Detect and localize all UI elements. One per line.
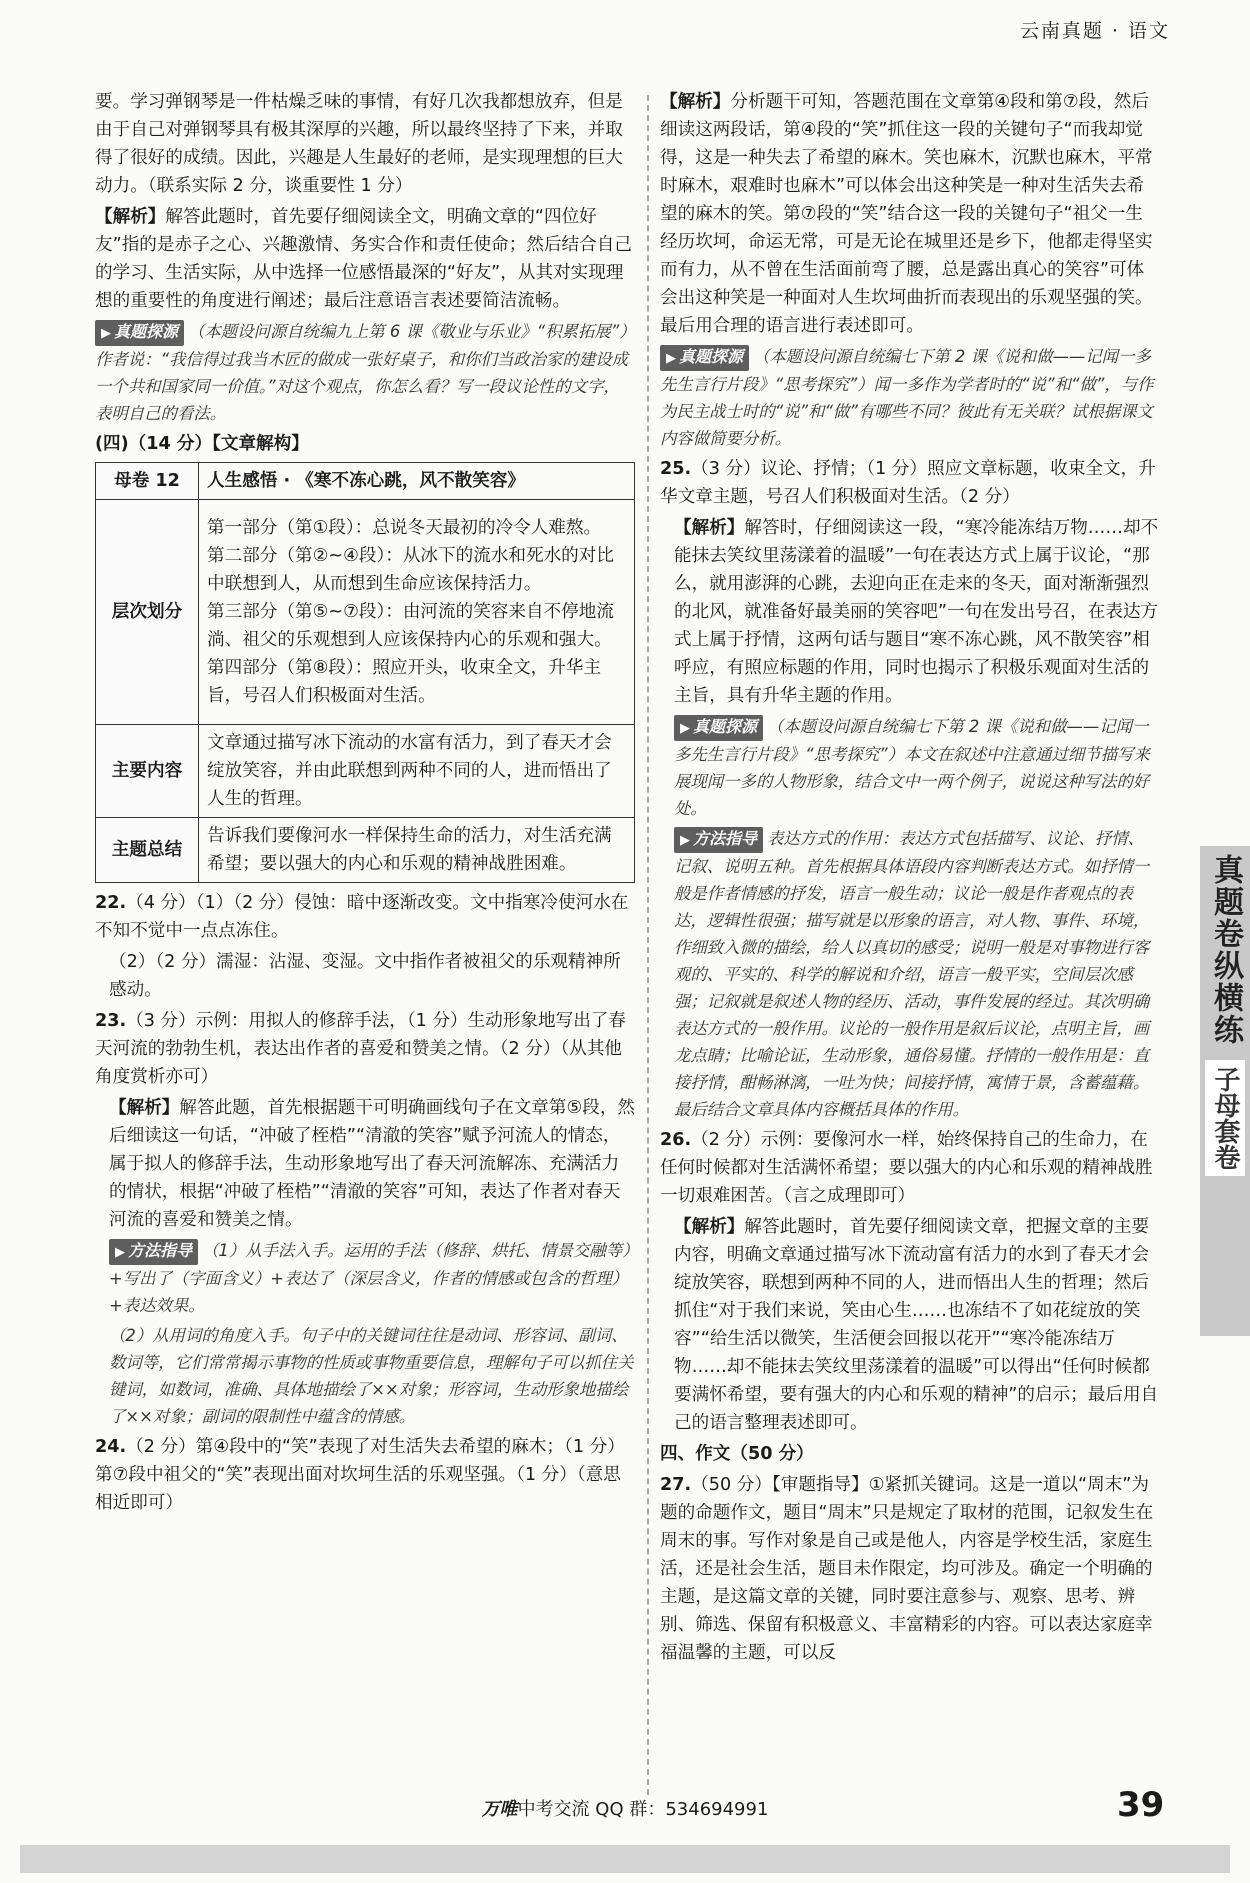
answer-26: （2 分）示例：要像河水一样，始终保持自己的生命力，在任何时候都对生活满怀希望；要以强大的内心和乐观的精神战胜一切艰难困苦。（言之成理即可） bbox=[660, 1130, 1153, 1206]
table-content-cell: 文章通过描写冰下流动的水富有活力，到了春天才会绽放笑容，并由此联想到两种不同的人，进而悟出了人生的哲理。 bbox=[199, 725, 635, 818]
arrow-icon: ▶ bbox=[666, 351, 676, 366]
composition-heading: 四、作文（50 分） bbox=[660, 1444, 814, 1464]
analysis-tag: 【解析】 bbox=[660, 92, 731, 112]
brand-logo: 万唯 bbox=[481, 1799, 518, 1820]
layer-part-1: 第一部分（第①段）：总说冬天最初的冷令人难熬。 bbox=[207, 518, 602, 538]
table-title-cell: 人生感悟 · 《寒不冻心跳，风不散笑容》 bbox=[199, 463, 635, 500]
question-number: 25. bbox=[660, 459, 692, 479]
method-badge: ▶ 方法指导 bbox=[109, 1239, 198, 1265]
table-row bbox=[96, 463, 635, 500]
table-header-cell: 母卷 12 bbox=[96, 463, 199, 500]
method-text: 表达方式的作用：表达方式包括描写、议论、抒情、记叙、说明五种。首先根据具体语段内容判断表达方式。如抒情一般是作者情感的抒发，语言一般生动；议论一般是作者观点的表达，逻辑性很强；描写就是以形象的语言，对人物、事件、环境，作细致入微的描绘，给人以真切的感受；说明一般是对事物进行客观的、平实的、科学的解说和介绍，语言一般平实，空间层次感强；记叙就是叙述人物的经历、活动，事件发展的经过。其次明确表达方式的一般作用。议论的一般作用是叙后议论，点明主旨，画龙点睛；比喻论证，生动形象，通俗易懂。抒情的一般作用是：直接抒情，酣畅淋漓，一吐为快；间接抒情，寓情于景，含蓄蕴藉。最后结合文章具体内容概括具体的作用。 bbox=[674, 829, 1150, 1119]
bottom-bar bbox=[20, 1845, 1230, 1873]
layer-part-3: 第三部分（第⑤~⑦段）：由河流的笑容来自不停地流淌、祖父的乐观想到人应该保持内心的乐观和强大。 bbox=[207, 602, 614, 650]
answer-23: （3 分）示例：用拟人的修辞手法，（1 分）生动形象地写出了春天河流的勃勃生机，表达出作者的喜爱和赞美之情。（2 分）（从其他角度赏析亦可） bbox=[95, 1011, 626, 1087]
table-content-cell bbox=[199, 500, 635, 725]
table-header-cell: 层次划分 bbox=[96, 500, 199, 725]
page-header: 云南真题 · 语文 bbox=[1019, 20, 1170, 42]
layer-part-2: 第二部分（第②~④段）：从冰下的流水和死水的对比中联想到人，从而想到生命应该保持活力。 bbox=[207, 546, 614, 594]
source-text: （本题设问源自统编七下第 2 课《说和做——记闻一多先生言行片段》“思考探究”）本文在叙述中注意通过细节描写来展现闻一多的人物形象，结合文中一两个例子，说说这种写法的好处。 bbox=[674, 717, 1150, 818]
analysis-tag: 【解析】 bbox=[674, 518, 745, 538]
analysis-text: 解答此题时，首先要仔细阅读文章，把握文章的主要内容，明确文章通过描写冰下流动富有活力的水到了春天才会绽放笑容，联想到两种不同的人，进而悟出人生的哲理；然后抓住“对于我们来说，笑由心生……也冻结不了如花绽放的笑容”“给生活以微笑，生活便会回报以花开”“寒冷能冻结万物……却不能抹去笑纹里荡漾着的温暖”可以得出“任何时候都要满怀希望，要有强大的内心和乐观的精神”的启示；最后用自己的语言整理表述即可。 bbox=[674, 1217, 1159, 1433]
analysis-tag: 【解析】 bbox=[95, 207, 166, 227]
article-structure-table bbox=[95, 462, 635, 883]
source-badge: ▶ 真题探源 bbox=[674, 715, 763, 741]
analysis-text: 解答此题，首先根据题干可明确画线句子在文章第⑤段，然后细读这一句话，“冲破了桎梏”“清澈的笑容”赋予河流人的情态，属于拟人的修辞手法，生动形象地写出了春天河流解冻、充满活力的情状，根据“冲破了桎梏”“清澈的笑容”可知，表达了作者对春天河流的喜爱和赞美之情。 bbox=[109, 1098, 636, 1230]
table-row bbox=[96, 500, 635, 725]
question-number: 23. bbox=[95, 1011, 127, 1031]
arrow-icon: ▶ bbox=[115, 1245, 125, 1260]
footer-text: 中考交流 QQ 群：534694991 bbox=[517, 1799, 769, 1820]
layer-part-4: 第四部分（第⑧段）：照应开头，收束全文，升华主旨，号召人们积极面对生活。 bbox=[207, 658, 602, 706]
answer-22: （4 分）（1）（2 分）侵蚀：暗中逐渐改变。文中指寒冷使河水在不知不觉中一点点冻住。 bbox=[95, 893, 629, 941]
side-tab-main: 真题卷纵横练 bbox=[1208, 854, 1243, 1046]
source-text: （本题设问源自统编九上第 6 课《敬业与乐业》“积累拓展”）作者说：“我信得过我当木匠的做成一张好桌子，和你们当政治家的建设成一个共和国家同一价值。”对这个观点，你怎么看？写一段议论性的文字，表明自己的看法。 bbox=[95, 322, 628, 423]
arrow-icon: ▶ bbox=[680, 833, 690, 848]
source-badge: ▶ 真题探源 bbox=[95, 320, 184, 346]
answer-22-part-2: （2）（2 分）濡湿：沾湿、变湿。文中指作者被祖父的乐观精神所感动。 bbox=[109, 952, 621, 1000]
arrow-icon: ▶ bbox=[680, 721, 690, 736]
answer-continuation: 要。学习弹钢琴是一件枯燥乏味的事情，有好几次我都想放弃，但是由于自己对弹钢琴具有极其深厚的兴趣，所以最终坚持了下来，并取得了很好的成绩。因此，兴趣是人生最好的老师，是实现理想的巨大动力。（联系实际 2 分，谈重要性 1 分） bbox=[95, 92, 623, 196]
table-header-cell: 主要内容 bbox=[96, 725, 199, 818]
table-content-cell: 告诉我们要像河水一样保持生命的活力，对生活充满希望；要以强大的内心和乐观的精神战胜困难。 bbox=[199, 818, 635, 883]
source-text: （本题设问源自统编七下第 2 课《说和做——记闻一多先生言行片段》“思考探究”）闻一多作为学者时的“说”和“做”，与作为民主战士时的“说”和“做”有哪些不同？彼此有无关联？试根据课文内容做简要分析。 bbox=[660, 347, 1154, 448]
analysis-text: 分析题干可知，答题范围在文章第④段和第⑦段，然后细读这两段话，第④段的“笑”抓住这一段的关键句子“而我却觉得，这是一种失去了希望的麻木。笑也麻木，沉默也麻木，平常时麻木，艰难时也麻木”可以体会出这种笑是一种对生活失去希望的麻木的笑。第⑦段的“笑”结合这一段的关键句子“祖父一生经历坎坷，命运无常，可是无论在城里还是乡下，他都走得坚实而有力，从不曾在生活面前弯了腰，总是露出真心的笑容”可体会出这种笑是一种面对人生坎坷曲折而表现出的乐观坚强的笑。最后用合理的语言进行表述即可。 bbox=[660, 92, 1153, 336]
footer bbox=[0, 1795, 1250, 1821]
question-number: 26. bbox=[660, 1130, 692, 1150]
section-4-heading: (四)（14 分）【文章解构】 bbox=[95, 434, 309, 454]
question-number: 27. bbox=[660, 1475, 692, 1495]
side-tab-sub: 子母套卷 bbox=[1205, 1060, 1245, 1176]
answer-25: （3 分）议论、抒情；（1 分）照应文章标题，收束全文，升华文章主题，号召人们积极面对生活。（2 分） bbox=[660, 459, 1156, 507]
method-text-2: （2）从用词的角度入手。句子中的关键词往往是动词、形容词、副词、数词等，它们常常揭示事物的性质或事物重要信息，理解句子可以抓住关键词，如数词，准确、具体地描绘了××对象；形容词，生动形象地描绘了××对象；副词的限制性中蕴含的情感。 bbox=[109, 1326, 634, 1426]
analysis-text: 解答时，仔细阅读这一段，“寒冷能冻结万物……却不能抹去笑纹里荡漾着的温暖”一句在表达方式上属于议论，“那么，就用澎湃的心跳，去迎向正在走来的冬天，面对渐渐强烈的北风，就准备好最美丽的笑容吧”一句在发出号召，在表达方式上属于抒情，这两句话与题目“寒不冻心跳，风不散笑容”相呼应，有照应标题的作用，同时也揭示了积极乐观面对生活的主旨，具有升华主题的作用。 bbox=[674, 518, 1159, 706]
right-column bbox=[660, 88, 1160, 1670]
table-row bbox=[96, 725, 635, 818]
method-text: （1）从手法入手。运用的手法（修辞、烘托、情景交融等）+写出了（字面含义）+表达了（深层含义，作者的情感或包含的哲理）+表达效果。 bbox=[109, 1241, 631, 1315]
analysis-tag: 【解析】 bbox=[674, 1217, 745, 1237]
page-number: 39 bbox=[1117, 1785, 1165, 1825]
left-column bbox=[95, 88, 635, 1520]
arrow-icon: ▶ bbox=[101, 326, 111, 341]
answer-27: （50 分）【审题指导】①紧抓关键词。这是一道以“周末”为题的命题作文，题目“周末”只是规定了取材的范围，记叙发生在周末的事。写作对象是自己或是他人，内容是学校生活，家庭生活，还是社会生活，题目未作限定，均可涉及。确定一个明确的主题，是这篇文章的关键，同时要注意参与、观察、思考、辨别、筛选、保留有积极意义、丰富精彩的内容。可以表达家庭幸福温馨的主题，可以反 bbox=[660, 1475, 1154, 1663]
table-row bbox=[96, 818, 635, 883]
analysis-text: 解答此题时，首先要仔细阅读全文，明确文章的“四位好友”指的是赤子之心、兴趣激情、务实合作和责任使命；然后结合自己的学习、生活实际，从中选择一位感悟最深的“好友”，从其对实现理想的重要性的角度进行阐述；最后注意语言表述要简洁流畅。 bbox=[95, 207, 632, 311]
analysis-tag: 【解析】 bbox=[109, 1098, 180, 1118]
table-header-cell: 主题总结 bbox=[96, 818, 199, 883]
method-badge: ▶ 方法指导 bbox=[674, 827, 763, 853]
answer-24: （2 分）第④段中的“笑”表现了对生活失去希望的麻木；（1 分）第⑦段中祖父的“笑”表现出面对坎坷生活的乐观坚强。（1 分）（意思相近即可） bbox=[95, 1437, 625, 1513]
question-number: 24. bbox=[95, 1437, 127, 1457]
column-divider bbox=[647, 95, 649, 1795]
source-badge: ▶ 真题探源 bbox=[660, 345, 749, 371]
side-tab bbox=[1200, 846, 1250, 1336]
question-number: 22. bbox=[95, 893, 127, 913]
